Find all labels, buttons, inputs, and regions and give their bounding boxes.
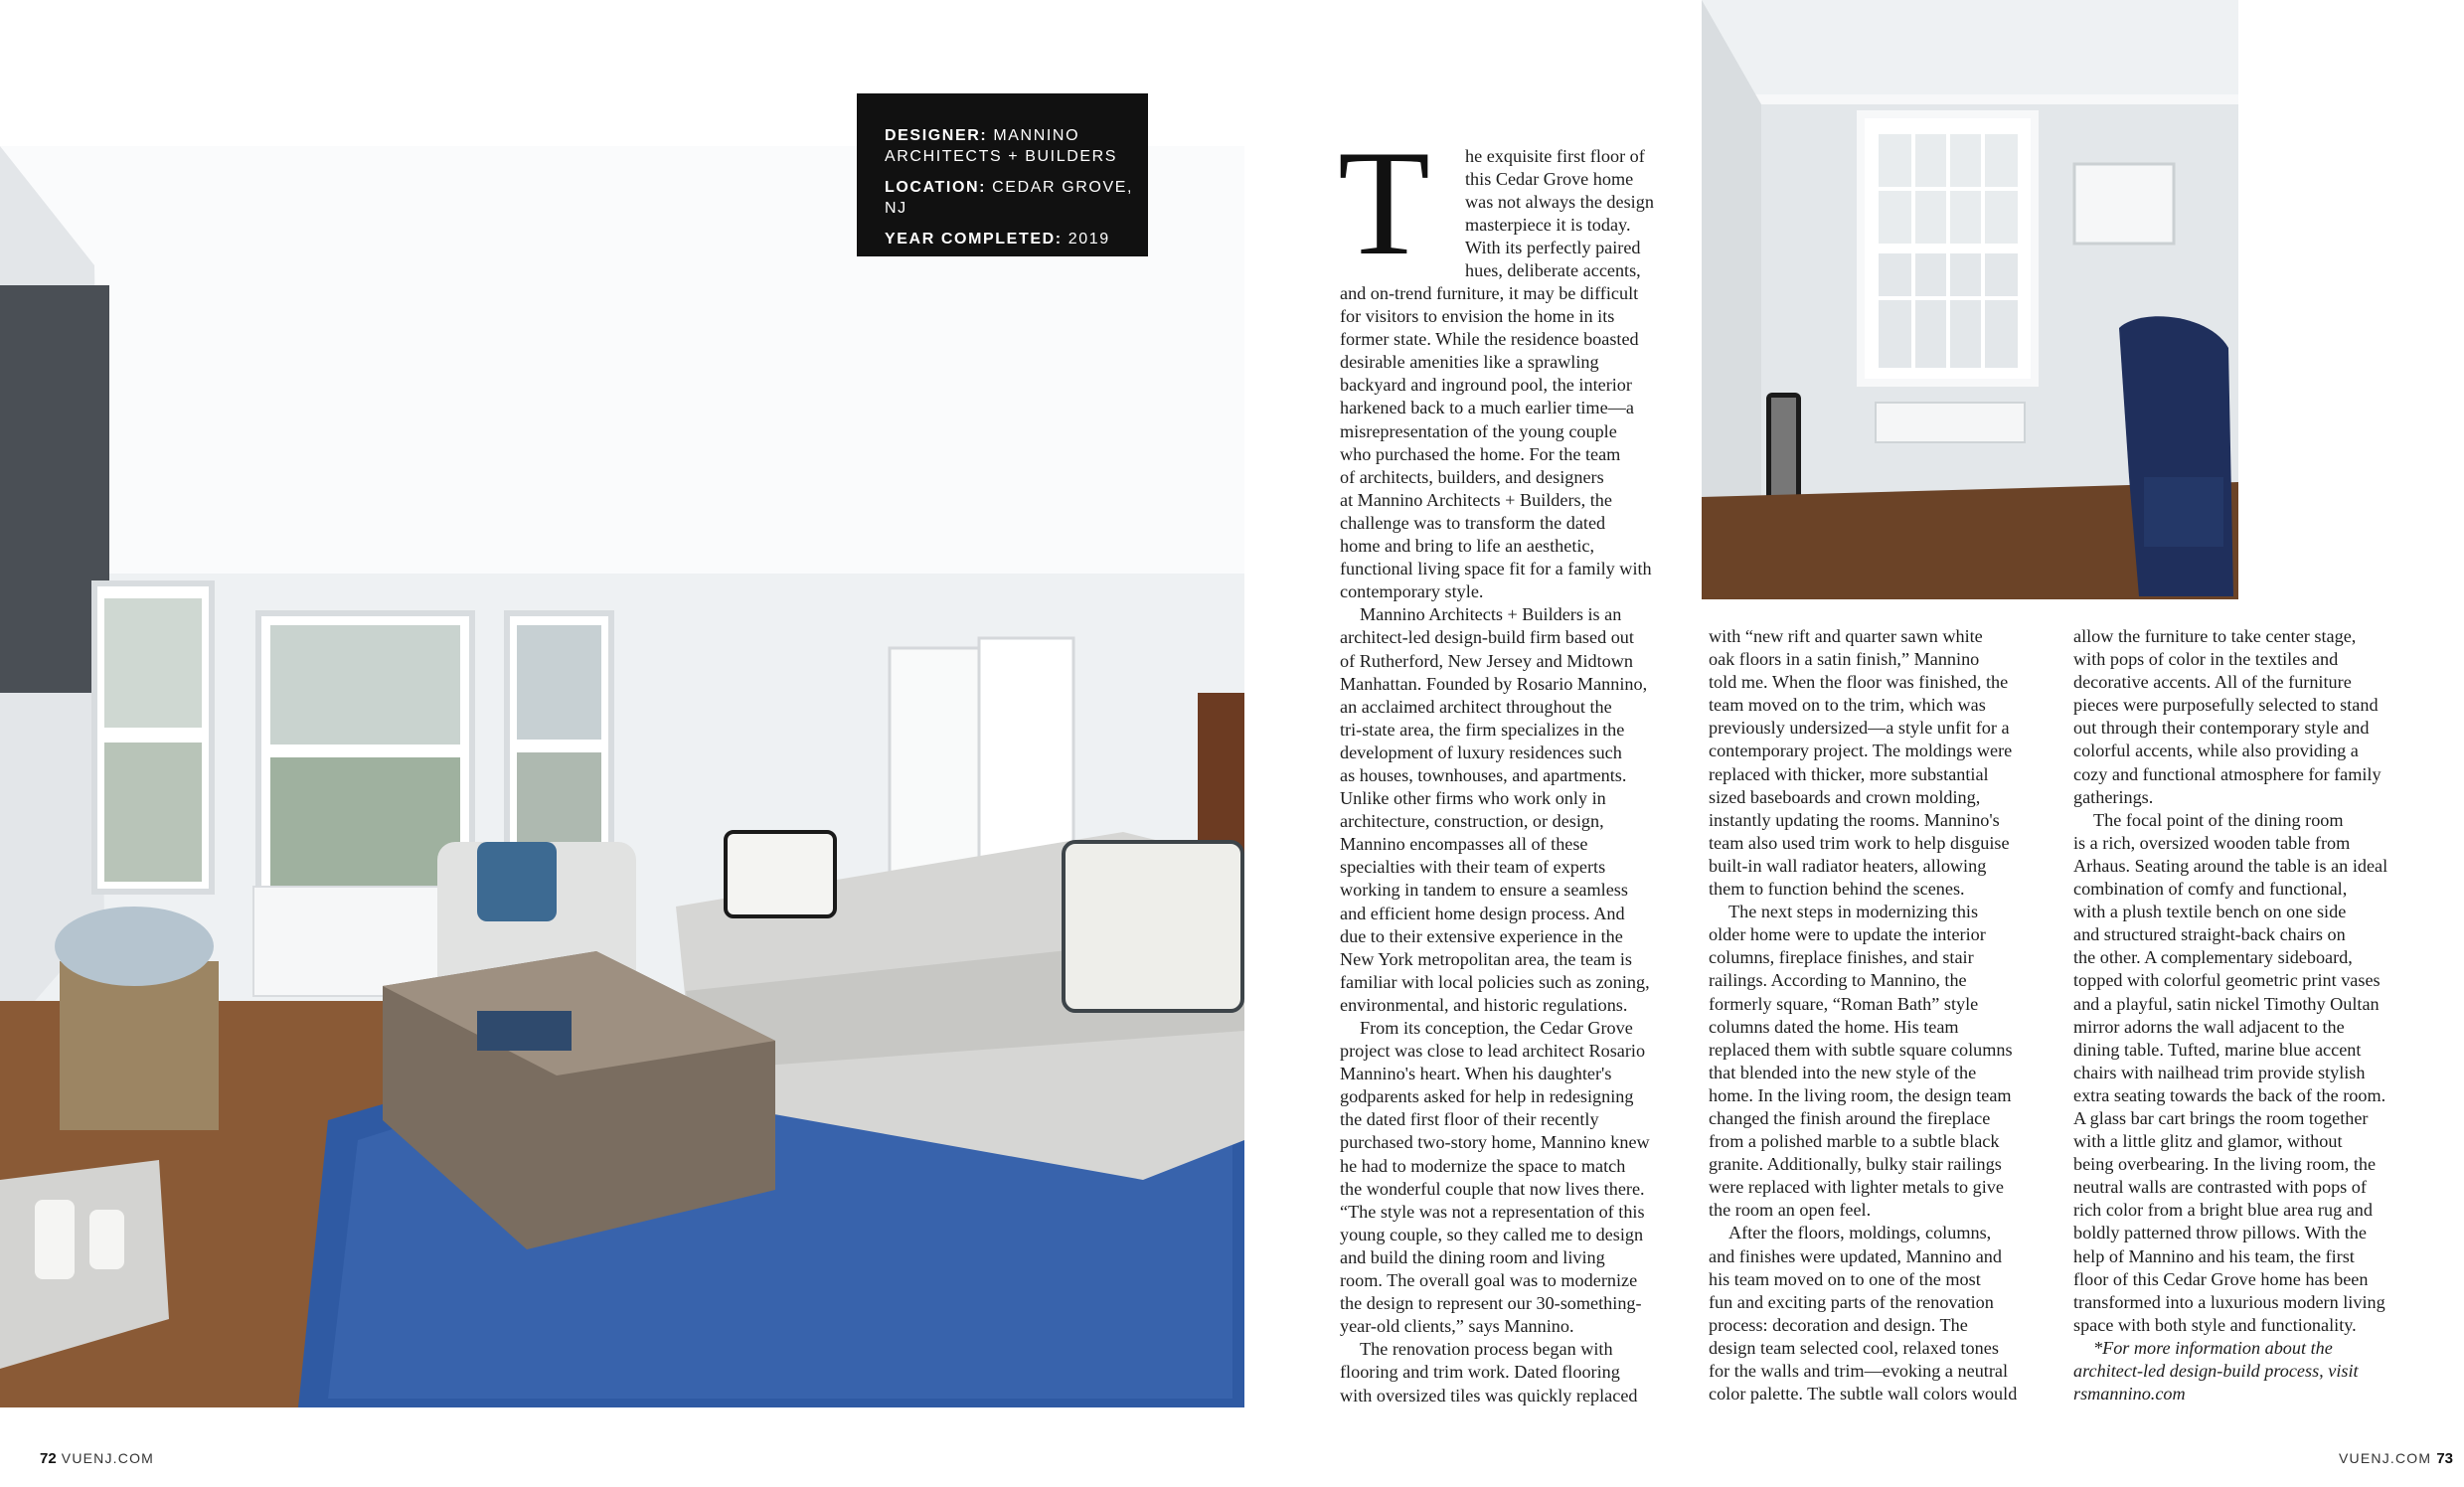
- text-line: and a playful, satin nickel Timothy Oultan: [2073, 993, 2380, 1014]
- text-line: process: decoration and design. The: [1709, 1314, 1968, 1335]
- text-line: After the floors, moldings, columns,: [1728, 1223, 1992, 1243]
- text-line: specialties with their team of experts: [1340, 857, 1606, 878]
- text-line: contemporary style.: [1340, 581, 1484, 602]
- text-line: space with both style and functionality.: [2073, 1314, 2357, 1335]
- text-line: Arhaus. Seating around the table is an ideal: [2073, 855, 2388, 876]
- text-line: pieces were purposefully selected to stand: [2073, 695, 2379, 716]
- text-line: rich color from a bright blue area rug and: [2073, 1200, 2373, 1221]
- text-line: of Rutherford, New Jersey and Midtown: [1340, 650, 1633, 671]
- text-line: With its perfectly paired: [1465, 238, 1641, 258]
- text-line: with a plush textile bench on one side: [2073, 902, 2347, 922]
- text-line: his team moved on to one of the most: [1709, 1268, 1981, 1289]
- text-line: Mannino's heart. When his daughter's: [1340, 1064, 1612, 1084]
- text-line: and build the dining room and living: [1340, 1246, 1605, 1267]
- text-line: the other. A complementary sideboard,: [2073, 947, 2353, 968]
- text-line: environmental, and historic regulations.: [1340, 994, 1628, 1015]
- text-line: decorative accents. All of the furniture: [2073, 672, 2352, 693]
- text-line: an acclaimed architect throughout the: [1340, 696, 1612, 717]
- text-line: sized baseboards and crown molding,: [1709, 786, 1981, 807]
- text-line: fun and exciting parts of the renovation: [1709, 1291, 1994, 1312]
- text-line: replaced with thicker, more substantial: [1709, 763, 1989, 784]
- text-line: and finishes were updated, Mannino and: [1709, 1245, 2002, 1266]
- text-line: and efficient home design process. And: [1340, 903, 1625, 923]
- text-line: were replaced with lighter metals to give: [1709, 1177, 2004, 1198]
- text-line: them to function behind the scenes.: [1709, 879, 1965, 900]
- article-intro-lines: [1465, 145, 1654, 283]
- text-line: masterpiece it is today.: [1465, 215, 1631, 236]
- dining-room-photo: [1702, 0, 2238, 599]
- text-line: this Cedar Grove home: [1465, 169, 1634, 190]
- text-line: harkened back to a much earlier time—a: [1340, 398, 1634, 418]
- page-number-right: 73: [2436, 1450, 2454, 1467]
- text-line: due to their extensive experience in the: [1340, 925, 1623, 946]
- text-line: is a rich, oversized wooden table from: [2073, 832, 2351, 853]
- text-line: architect-led design-build process, visit: [2073, 1361, 2359, 1381]
- text-line: and structured straight-back chairs on: [2073, 924, 2346, 945]
- text-line: design team selected cool, relaxed tones: [1709, 1337, 1999, 1358]
- text-line: the room an open feel.: [1709, 1200, 1872, 1221]
- text-line: allow the furniture to take center stage,: [2073, 626, 2357, 646]
- text-line: architecture, construction, or design,: [1340, 811, 1604, 832]
- text-line: being overbearing. In the living room, the: [2073, 1154, 2377, 1175]
- text-line: Mannino encompasses all of these: [1340, 834, 1588, 855]
- text-line: dining table. Tufted, marine blue accent: [2073, 1039, 2362, 1060]
- text-line: team also used trim work to help disguise: [1709, 832, 2010, 853]
- text-line: oak floors in a satin finish,” Mannino: [1709, 649, 1980, 670]
- text-line: desirable amenities like a sprawling: [1340, 352, 1599, 373]
- text-line: Unlike other firms who work only in: [1340, 788, 1606, 809]
- project-info-box: [857, 93, 1148, 256]
- text-line: for visitors to envision the home in its: [1340, 306, 1615, 327]
- text-line: backyard and inground pool, the interior: [1340, 375, 1632, 396]
- text-line: neutral walls are contrasted with pops of: [2073, 1177, 2367, 1198]
- text-line: and on-trend furniture, it may be difficult: [1340, 283, 1639, 303]
- text-line: colorful accents, while also providing a: [2073, 741, 2359, 761]
- text-line: Manhattan. Founded by Rosario Mannino,: [1340, 673, 1648, 694]
- text-line: he had to modernize the space to match: [1340, 1155, 1626, 1176]
- year-label: YEAR COMPLETED:: [885, 231, 1063, 248]
- text-line: help of Mannino and his team, the first: [2073, 1245, 2355, 1266]
- article-column-3: [2073, 625, 2387, 1405]
- text-line: The renovation process began with: [1360, 1339, 1613, 1360]
- text-line: cozy and functional atmosphere for family: [2073, 763, 2382, 784]
- folio-right: [2339, 1450, 2453, 1467]
- text-line: The next steps in modernizing this: [1728, 902, 1979, 922]
- text-line: flooring and trim work. Dated flooring: [1340, 1362, 1620, 1383]
- text-line: young couple, so they called me to design: [1340, 1224, 1644, 1244]
- drop-cap: T: [1338, 119, 1430, 286]
- text-line: columns dated the home. His team: [1709, 1016, 1959, 1037]
- text-line: New York metropolitan area, the team is: [1340, 948, 1632, 969]
- designer-label: DESIGNER:: [885, 127, 988, 144]
- text-line: with “new rift and quarter sawn white: [1709, 626, 1983, 646]
- site-name-left: VUENJ.COM: [61, 1450, 155, 1466]
- location-value: CEDAR GROVE, NJ: [885, 179, 1134, 217]
- text-line: he exquisite first floor of: [1465, 146, 1645, 166]
- text-line: instantly updating the rooms. Mannino's: [1709, 809, 2000, 830]
- text-line: the design to represent our 30-something-: [1340, 1293, 1642, 1314]
- text-line: railings. According to Mannino, the: [1709, 970, 1967, 991]
- article-column-2: [1709, 625, 2017, 1405]
- text-line: purchased two-story home, Mannino knew: [1340, 1132, 1650, 1153]
- text-line: home and bring to life an aesthetic,: [1340, 536, 1595, 557]
- text-line: year-old clients,” says Mannino.: [1340, 1316, 1574, 1337]
- text-line: granite. Additionally, bulky stair railings: [1709, 1154, 2002, 1175]
- text-line: former state. While the residence boasted: [1340, 329, 1639, 350]
- page-number-left: 72: [40, 1450, 57, 1467]
- text-line: for the walls and trim—evoking a neutral: [1709, 1361, 2009, 1381]
- text-line: the dated first floor of their recently: [1340, 1109, 1599, 1130]
- text-line: familiar with local policies such as zoning,: [1340, 971, 1650, 992]
- year-info: [885, 229, 1148, 249]
- site-name-right: VUENJ.COM: [2339, 1450, 2432, 1466]
- text-line: with pops of color in the textiles and: [2073, 649, 2339, 670]
- text-line: godparents asked for help in redesigning: [1340, 1086, 1634, 1107]
- text-line: floor of this Cedar Grove home has been: [2073, 1268, 2369, 1289]
- text-line: with oversized tiles was quickly replaced: [1340, 1385, 1638, 1405]
- text-line: hues, deliberate accents,: [1465, 260, 1641, 281]
- text-line: as houses, townhouses, and apartments.: [1340, 764, 1627, 785]
- text-line: formerly square, “Roman Bath” style: [1709, 993, 1979, 1014]
- text-line: from a polished marble to a subtle black: [1709, 1131, 2000, 1152]
- text-line: architect-led design-build firm based out: [1340, 627, 1634, 648]
- text-line: who purchased the home. For the team: [1340, 443, 1621, 464]
- text-line: development of luxury residences such: [1340, 742, 1622, 762]
- text-line: built-in wall radiator heaters, allowing: [1709, 855, 1987, 876]
- text-line: with a little glitz and glamor, without: [2073, 1131, 2343, 1152]
- designer-value-1: MANNINO: [993, 127, 1080, 144]
- text-line: From its conception, the Cedar Grove: [1360, 1018, 1633, 1038]
- text-line: extra seating towards the back of the room.: [2073, 1084, 2386, 1105]
- text-line: told me. When the floor was finished, the: [1709, 672, 2009, 693]
- text-line: *For more information about the: [2093, 1337, 2333, 1358]
- text-line: tri-state area, the firm specializes in the: [1340, 719, 1625, 740]
- text-line: misrepresentation of the young couple: [1340, 420, 1617, 441]
- location-label: LOCATION:: [885, 179, 987, 196]
- text-line: previously undersized—a style unfit for a: [1709, 718, 2010, 739]
- text-line: color palette. The subtle wall colors would: [1709, 1384, 2018, 1404]
- text-line: at Mannino Architects + Builders, the: [1340, 489, 1612, 510]
- text-line: of architects, builders, and designers: [1340, 466, 1604, 487]
- text-line: topped with colorful geometric print vases: [2073, 970, 2381, 991]
- text-line: Mannino Architects + Builders is an: [1360, 604, 1622, 625]
- text-line: older home were to update the interior: [1709, 924, 1986, 945]
- text-line: the wonderful couple that now lives there.: [1340, 1178, 1645, 1199]
- living-room-photo: [0, 146, 1244, 1407]
- text-line: chairs with nailhead trim provide stylish: [2073, 1062, 2366, 1082]
- text-line: columns, fireplace finishes, and stair: [1709, 947, 1974, 968]
- text-line: was not always the design: [1465, 192, 1654, 213]
- text-line: changed the finish around the fireplace: [1709, 1107, 1991, 1128]
- text-line: rsmannino.com: [2073, 1384, 2186, 1404]
- designer-value-2: ARCHITECTS + BUILDERS: [885, 148, 1118, 165]
- text-line: out through their contemporary style and: [2073, 718, 2370, 739]
- text-line: mirror adorns the wall adjacent to the: [2073, 1016, 2345, 1037]
- year-value: 2019: [1068, 231, 1110, 248]
- text-line: home. In the living room, the design team: [1709, 1084, 2012, 1105]
- text-line: contemporary project. The moldings were: [1709, 741, 2013, 761]
- text-line: room. The overall goal was to modernize: [1340, 1270, 1638, 1291]
- folio-left: [40, 1450, 154, 1467]
- text-line: combination of comfy and functional,: [2073, 879, 2348, 900]
- text-line: functional living space fit for a family with: [1340, 559, 1652, 579]
- text-line: team moved on to the trim, which was: [1709, 695, 1986, 716]
- text-line: gatherings.: [2073, 786, 2154, 807]
- article-column-1: [1340, 282, 1652, 1407]
- text-line: “The style was not a representation of this: [1340, 1201, 1645, 1222]
- designer-info: [885, 125, 1148, 167]
- text-line: A glass bar cart brings the room together: [2073, 1107, 2369, 1128]
- text-line: working in tandem to ensure a seamless: [1340, 880, 1628, 901]
- text-line: The focal point of the dining room: [2093, 809, 2344, 830]
- text-line: transformed into a luxurious modern living: [2073, 1291, 2385, 1312]
- text-line: challenge was to transform the dated: [1340, 512, 1606, 533]
- text-line: that blended into the new style of the: [1709, 1062, 1977, 1082]
- text-line: project was close to lead architect Rosario: [1340, 1041, 1646, 1062]
- location-info: [885, 177, 1148, 219]
- text-line: replaced them with subtle square columns: [1709, 1039, 2013, 1060]
- text-line: boldly patterned throw pillows. With the: [2073, 1223, 2367, 1243]
